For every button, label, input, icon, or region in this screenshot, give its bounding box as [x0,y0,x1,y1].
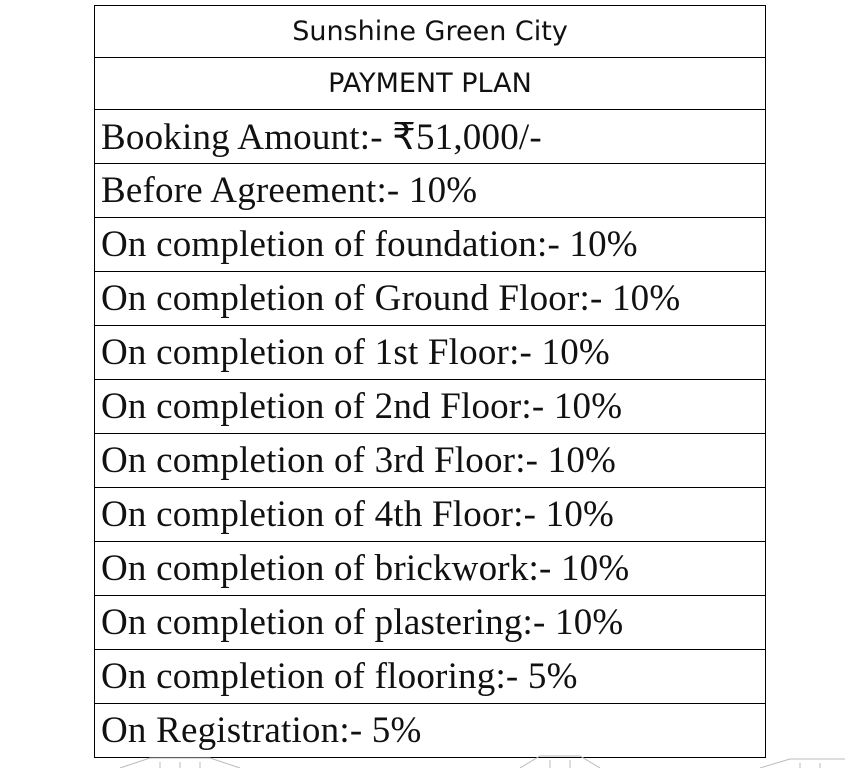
plan-item-booking-amount: Booking Amount:- ₹51,000/- [95,110,766,164]
plan-item-brickwork: On completion of brickwork:- 10% [95,542,766,596]
plan-item-1st-floor: On completion of 1st Floor:- 10% [95,326,766,380]
plan-row [95,704,766,758]
plan-row [95,326,766,380]
payment-plan-heading: PAYMENT PLAN [95,58,766,110]
plan-item-registration: On Registration:- 5% [95,704,766,758]
plan-item-before-agreement: Before Agreement:- 10% [95,164,766,218]
title-row [95,6,766,58]
plan-row [95,596,766,650]
plan-row [95,272,766,326]
plan-item-2nd-floor: On completion of 2nd Floor:- 10% [95,380,766,434]
plan-row [95,542,766,596]
plan-item-foundation: On completion of foundation:- 10% [95,218,766,272]
plan-item-4th-floor: On completion of 4th Floor:- 10% [95,488,766,542]
plan-item-plastering: On completion of plastering:- 10% [95,596,766,650]
payment-plan-table [94,5,766,758]
plan-row [95,218,766,272]
plan-row [95,110,766,164]
plan-row [95,434,766,488]
plan-row [95,488,766,542]
plan-row [95,164,766,218]
building-sketch-decoration [0,754,845,768]
plan-row [95,650,766,704]
project-title: Sunshine Green City [95,6,766,58]
subtitle-row [95,58,766,110]
plan-item-3rd-floor: On completion of 3rd Floor:- 10% [95,434,766,488]
plan-item-flooring: On completion of flooring:- 5% [95,650,766,704]
plan-item-ground-floor: On completion of Ground Floor:- 10% [95,272,766,326]
plan-row [95,380,766,434]
